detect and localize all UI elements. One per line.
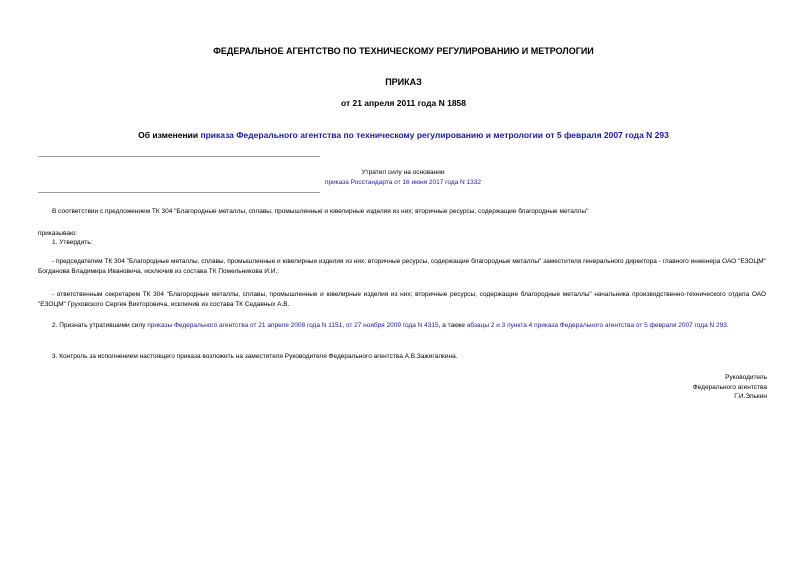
item-2-link-2[interactable]: от 27 ноября 2009 года N 4315 [345,322,439,329]
subject-prefix: Об изменении [138,130,201,140]
signature-block [693,373,767,402]
item-1: 1. Утвердить: [52,239,93,246]
item-2-text-1: 2. Признать утратившими силу [52,322,148,329]
subject-link[interactable]: приказа Федерального агентства по техническому регулированию и метрологии от 5 февраля 2007 года N 293 [200,130,669,140]
order-word: приказываю: [38,230,77,237]
divider-top [38,156,320,157]
document-subject [0,130,807,140]
divider-bottom [38,192,320,193]
item-2 [38,321,766,331]
document-type: ПРИКАЗ [385,77,422,87]
signature-name: Г.И.Элькин [734,393,767,400]
item-1a: - председателем ТК 304 "Благородные металлы, сплавы, промышленные и ювелирные изделия из них; вторичные ресурсы, содержащие благородные металлы" заместителя генерального директора - главного инженера ОАО "ЕЗОЦМ" Богданова Владимира Ивановича, исключив из состава ТК Помельникова И.И.; [38,258,766,275]
intro-paragraph: В соответствии с предложением ТК 304 "Благородные металлы, сплавы, промышленные и ювелирные изделия из них; вторичные ресурсы, содержащие благородные металлы" [52,208,589,215]
agency-title: ФЕДЕРАЛЬНОЕ АГЕНТСТВО ПО ТЕХНИЧЕСКОМУ РЕГУЛИРОВАНИЮ И МЕТРОЛОГИИ [213,46,594,56]
signature-agency: Федерального агентства [692,383,767,391]
signature-title: Руководитель [725,374,767,381]
status-note [318,168,488,188]
item-2-text-4: . [726,322,729,329]
status-note-link[interactable]: приказа Росстандарта от 16 июня 2017 года N 1332 [324,179,482,186]
status-note-text: Утратил силу на основании [361,169,445,176]
document-date-number: от 21 апреля 2011 года N 1858 [340,98,467,108]
item-2-link-1[interactable]: приказы Федерального агентства от 21 апреля 2008 года N 1151 [147,322,343,329]
item-3: 3. Контроль за исполнением настоящего приказа возложить на заместителя Руководителя Федерального агентства А.В.Зажигалкина. [52,353,458,360]
item-2-text-3: , а также [438,322,467,329]
item-2-link-3[interactable]: абзацы 2 и 3 пункта 4 приказа Федерального агентства от 5 февраля 2007 года N 293 [466,322,727,329]
item-2-text-2: , [342,322,346,329]
item-1b: - ответственным секретарем ТК 304 "Благородные металлы, сплавы, промышленные и ювелирные изделия из них; вторичные ресурсы, содержащие благородные металлы" начальника производственно-технического отдела ОАО "ЕЗОЦМ" Груховского Сергея Викторовича, исключив из состава ТК Седавных А.В. [38,291,766,308]
